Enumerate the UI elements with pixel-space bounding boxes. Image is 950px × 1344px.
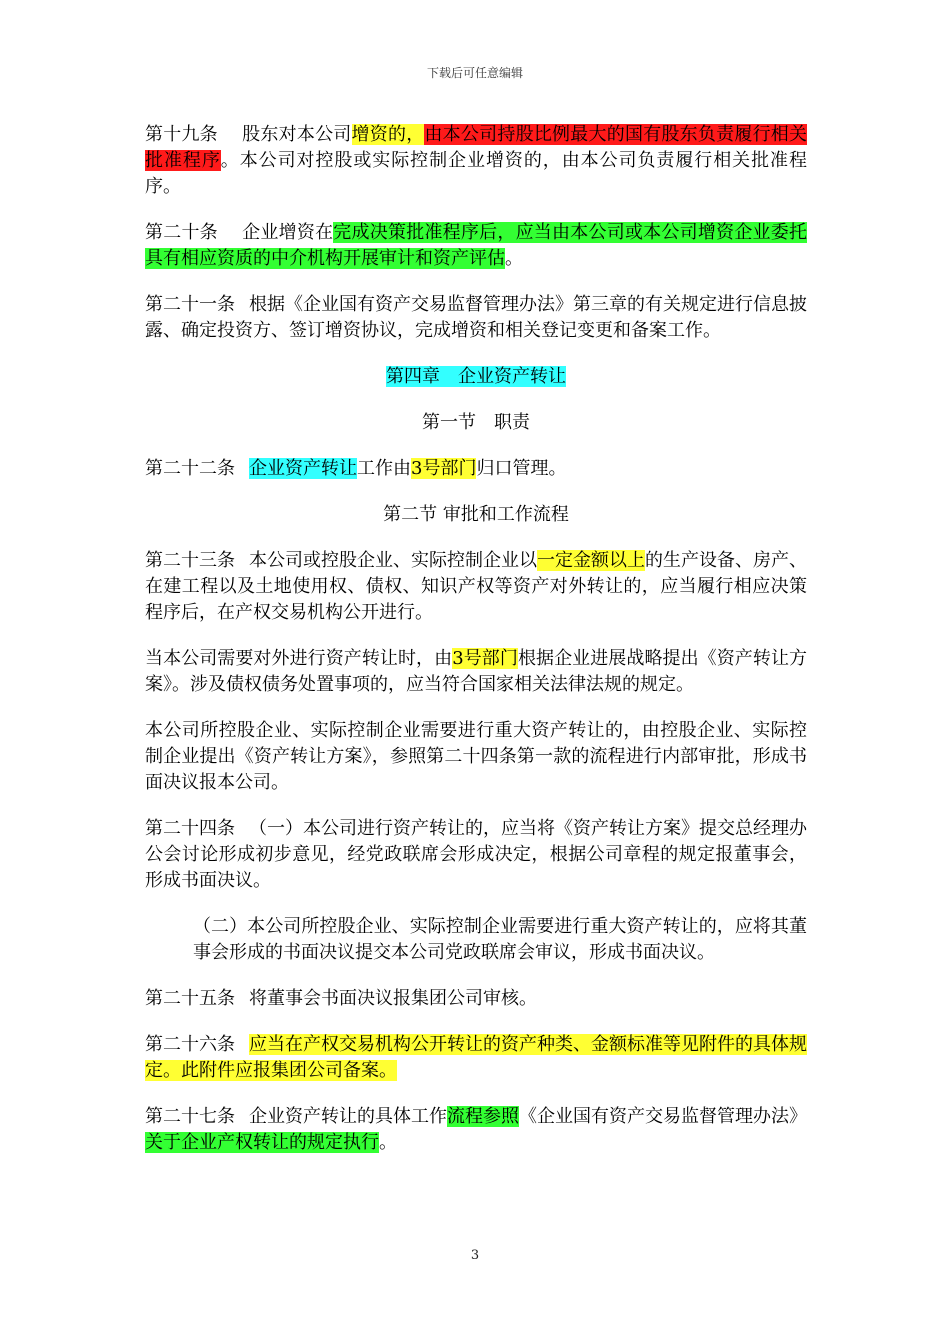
article-text: 。本公司对控股或实际控制企业增资的，由本公司负责履行相关批准程序。 [145,150,807,197]
article-text: 的生产设备、房产、在建工程以及土地使用权、债权、知识产权等资产对外转让的，应当履行相应决策程序后，在产权交易机构公开进行。 [145,550,807,623]
highlight-yellow: 3号部门 [452,648,518,669]
article-21 [145,292,807,344]
article-text: 《企业国有资产交易监督管理办法》 [519,1106,807,1127]
highlight-green: 流程参照 [447,1106,519,1127]
paragraph-text: 根据企业进展战略提出《资产转让方案》。涉及债权债务处置事项的，应当符合国家相关法律法规的规定。 [145,648,808,695]
section-title: 第二节 审批和工作流程 [383,504,569,525]
article-number: 第二十三条 [145,550,235,571]
section-title: 第一节 职责 [422,412,530,433]
section-heading [145,502,807,528]
highlight-red: 由本公司持股比例最大的国有股东负责履行相关批准程序 [145,124,808,171]
article-20 [145,220,807,272]
article-text: 根据《企业国有资产交易监督管理办法》第三章的有关规定进行信息披露、确定投资方、签订增资协议，完成增资和相关登记变更和备案工作。 [145,294,807,341]
highlight-green: 关于企业产权转让的规定执行 [145,1132,379,1153]
paragraph-text: 当本公司需要对外进行资产转让时，由 [145,648,453,669]
article-23 [145,548,807,626]
article-text: 企业资产转让的具体工作 [249,1106,447,1127]
article-number: 第二十四条 [145,818,235,839]
article-number: 第二十一条 [145,294,235,315]
paragraph-text: 本公司所控股企业、实际控制企业需要进行重大资产转让的，由控股企业、实际控制企业提出《资产转让方案》，参照第二十四条第一款的流程进行内部审批，形成书面决议报本公司。 [145,720,807,793]
article-text: 将董事会书面决议报集团公司审核。 [249,988,537,1009]
chapter-title: 第四章 企业资产转让 [386,366,566,387]
article-number: 第十九条 [145,124,218,145]
highlight-yellow: 3号部门 [411,458,477,479]
highlight-cyan: 企业资产转让 [249,458,357,479]
highlight-yellow: 应当在产权交易机构公开转让的资产种类、金额标准等见附件的具体规定。此附件应报集团公司备案。 [145,1034,807,1081]
article-19 [145,122,807,200]
article-text: （一）本公司进行资产转让的，应当将《资产转让方案》提交总经理办公会讨论形成初步意见，经党政联席会形成决定，根据公司章程的规定报董事会，形成书面决议。 [145,818,807,891]
chapter-heading [145,364,807,390]
paragraph [145,646,807,698]
section-heading [145,410,807,436]
article-number: 第二十条 [145,222,218,243]
article-text: 股东对本公司 [241,124,352,145]
article-22 [145,456,807,482]
article-number: 第二十七条 [145,1106,235,1127]
article-26 [145,1032,807,1084]
article-24-clause-2 [145,914,807,966]
article-text: 企业增资在 [241,222,334,243]
article-25 [145,986,807,1012]
article-text: 工作由 [357,458,411,479]
paragraph [145,718,807,796]
document-body [145,122,807,1176]
page-number: 3 [470,1248,480,1263]
highlight-green: 完成决策批准程序后，应当由本公司或本公司增资企业委托具有相应资质的中介机构开展审计和资产评估 [145,222,808,269]
article-text: 本公司或控股企业、实际控制企业以 [249,550,537,571]
article-number: 第二十六条 [145,1034,235,1055]
highlight-yellow: 增资的， [351,124,425,145]
article-24 [145,816,807,894]
article-27 [145,1104,807,1156]
article-text: （二）本公司所控股企业、实际控制企业需要进行重大资产转让的，应将其董事会形成的书面决议提交本公司党政联席会审议，形成书面决议。 [193,916,807,963]
article-text: 归口管理。 [476,458,567,479]
page-header: 下载后可任意编辑 [426,66,523,80]
article-number: 第二十二条 [145,458,235,479]
article-text: 。 [505,248,523,269]
highlight-yellow: 一定金额以上 [537,550,645,571]
article-text: 。 [379,1132,397,1153]
article-number: 第二十五条 [145,988,235,1009]
